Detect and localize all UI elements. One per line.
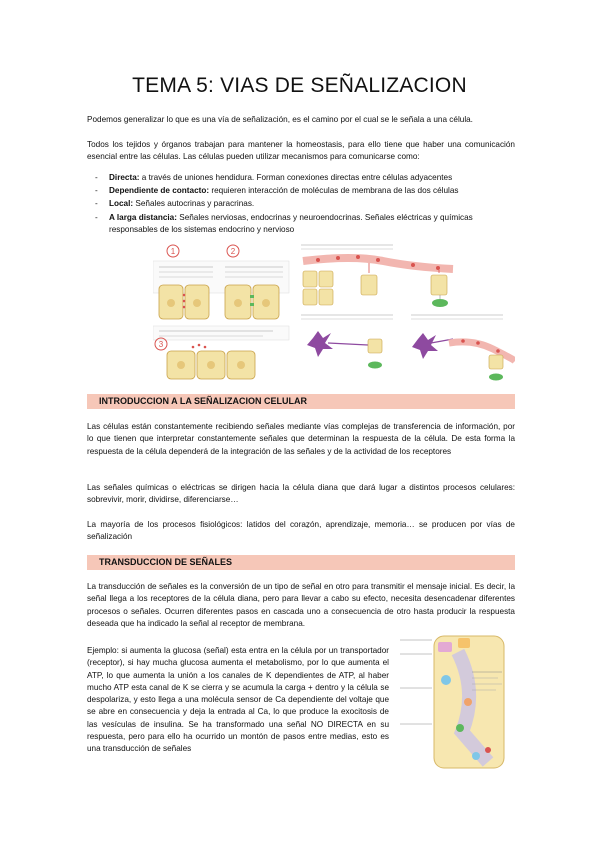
number-badge-label: 3	[158, 340, 164, 349]
dash-marker: -	[95, 173, 98, 182]
homeostasis-paragraph: Todos los tejidos y órganos trabajan para mantener la homeostasis, para ello tiene que haber una comunicación esencial entre las células. Las células pueden utilizar mecanismos para comunicarse como:	[87, 140, 515, 162]
number-badge-label: 2	[230, 247, 236, 256]
page-title: TEMA 5: VIAS DE SEÑALIZACION	[132, 74, 467, 97]
section-title: TRANSDUCCION DE SEÑALES	[99, 557, 233, 567]
list-item	[95, 172, 515, 184]
list-item-text: Señales autocrinas y paracrinas.	[133, 199, 255, 209]
list-item-text: requieren interacción de moléculas de membrana de las dos células	[209, 186, 459, 196]
list-item-term: Dependiente de contacto:	[109, 186, 210, 196]
insulin-secretion-figure	[398, 632, 516, 777]
section-header-intro	[87, 394, 515, 409]
dash-marker: -	[95, 212, 98, 222]
channel-shape	[458, 638, 470, 648]
section-title: INTRODUCCION A LA SEÑALIZACION CELULAR	[99, 396, 307, 406]
intro-paragraph: Podemos generalizar lo que es una vía de señalización, es el camino por el cual se le señala a una célula.	[87, 115, 473, 124]
list-item-text: a través de uniones hendidura. Forman conexiones directas entre células adyacentes	[139, 173, 453, 182]
long-distance-diagram	[301, 245, 515, 381]
section-header-transduction	[87, 555, 515, 570]
caption-box	[153, 326, 289, 340]
blood-vessel-shape	[449, 342, 515, 361]
list-item-term: Local:	[109, 199, 134, 209]
cell-communication-figure	[153, 243, 515, 383]
list-item-text: Señales nerviosas, endocrinas y neuroendocrinas. Señales eléctricas y químicas responsables de los sistemas endocrino y nervioso	[109, 212, 473, 234]
dash-marker: -	[95, 199, 98, 209]
physiology-paragraph: La mayoría de los procesos fisiológicos: latidos del coraz̤ón, aprendizaje, memoria… se producen por vías de señalización	[87, 520, 515, 542]
transporter-shape	[438, 642, 452, 652]
transduction-paragraph: La transducción de señales es la conversión de un tipo de señal en otro para transmitir el mensaje inicial. Es decir, la señal llega a los receptores de la célula diana, pero para llevar a cabo su efecto, necesita desencadenar diferentes procesos o señales. Ocurren diferentes pasos en cascada uno a consecuencia de otro hasta producir la respuesta deseada que ha indicado la señal al receptor de membrana.	[87, 582, 515, 628]
neuron-shape	[412, 333, 438, 359]
example-paragraph: Ejemplo: si aumenta la glucosa (señal) esta entra en la célula por un transportador (receptor), si hay mucha glucosa aumenta el metabolismo, por lo que aumenta el ATP, lo que aumenta la unión a los canales de K dependientes de ATP, al haber mucho ATP esta canal de K se cierra y se acumula la carga + dentro y la célula se despolariza, y esto llega a una molécula sensor de Ca dependiente del voltaje que se abre en consecuencia y deja la entrada al Ca, lo que produce la exocitosis de las vesículas de insulina. Se ha transformado una señal NO DIRECTA en su respuesta, pero para ello ha ocurrido un montón de pasos entre medias, esto es una transducción de señales	[87, 646, 389, 754]
direct-contact-diagram	[153, 245, 289, 379]
list-item	[95, 185, 515, 197]
list-item-term: A larga distancia:	[109, 212, 177, 222]
list-item-term: Directa:	[109, 173, 140, 182]
list-item	[95, 212, 515, 236]
list-item	[95, 198, 515, 210]
dash-marker: -	[95, 186, 98, 196]
communication-types-list	[95, 172, 515, 237]
number-badge-label: 1	[170, 247, 176, 256]
intro-signaling-paragraph: Las células están constantemente recibiendo señales mediante vías complejas de transferencia de información, por lo que tienen que interpretar constantemente señales que determinan la respuesta de la célula. De esta forma la respuesta de la célula dependerá de la integración de las señales y de la actividad de los receptores	[87, 422, 515, 456]
signals-paragraph: Las señales químicas o eléctricas se dirigen hacia la célula diana que dará lugar a distintos procesos celulares: sobrevivir, morir, dividirse, diferenciarse…	[87, 483, 515, 505]
neuron-shape	[307, 331, 333, 357]
